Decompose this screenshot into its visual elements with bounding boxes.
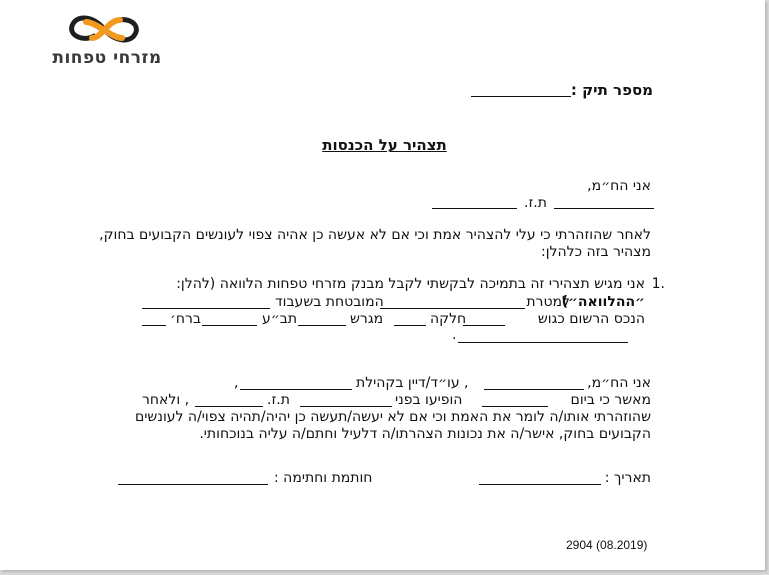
- date-label: תאריך :: [604, 470, 651, 486]
- loan-term: ״ההלוואה״): [561, 294, 645, 310]
- infinity-logo-icon: [62, 12, 146, 46]
- purpose-field[interactable]: [380, 308, 525, 309]
- declarant-id-field[interactable]: [432, 208, 517, 209]
- appeared-id-field[interactable]: [195, 406, 263, 407]
- lot-label: מגרש: [350, 311, 384, 327]
- stamp-signature-label: חותמת וחתימה :: [274, 470, 373, 486]
- form-code: 2904 (08.2019): [566, 538, 648, 552]
- file-number-label: מספר תיק :: [570, 81, 653, 99]
- logo-text: מזרחי טפחות: [52, 48, 162, 68]
- declarant-label: אני הח״מ,: [587, 178, 651, 194]
- street-label: ברח׳: [170, 311, 201, 327]
- file-number-field[interactable]: [471, 96, 571, 97]
- attestation-line-1a: אני הח״מ,: [587, 375, 651, 391]
- parcel-label: חלקה: [430, 311, 467, 327]
- id-label: ת.ז.: [524, 195, 547, 211]
- bank-logo: [32, 12, 182, 72]
- zoning-plan-field[interactable]: [202, 325, 257, 326]
- secured-label: המובטחת בשעבוד: [275, 294, 384, 310]
- date-appeared-field[interactable]: [482, 406, 548, 407]
- attestation-line-2d: , ולאחר: [142, 392, 190, 408]
- address-end: .: [452, 327, 457, 343]
- lien-field[interactable]: [142, 308, 270, 309]
- attestation-line-2a: מאשר כי ביום: [570, 392, 651, 408]
- address-field[interactable]: [458, 342, 628, 343]
- item-line-1: אני מגיש תצהירי זה בתמיכה לבקשתי לקבל מבנק מזרחי טפחות הלוואה (להלן:: [176, 276, 645, 292]
- parcel-field[interactable]: [394, 325, 426, 326]
- purpose-label: למטרת: [526, 294, 570, 310]
- block-field[interactable]: [463, 325, 505, 326]
- attestation-line-4: הקבועים בחוק, אישר/ה את נכונות הצהרתו/ה דלעיל וחתם/ה עליה בנוכחותי.: [199, 426, 651, 442]
- signature-date-field[interactable]: [479, 484, 601, 485]
- street-field[interactable]: [142, 325, 166, 326]
- attestation-line-1c: ,: [234, 375, 239, 391]
- stamp-signature-field[interactable]: [118, 484, 268, 485]
- parcel-block-label: הנכס הרשום כגוש: [537, 311, 645, 327]
- zoning-plan-label: תב״ע: [262, 311, 298, 327]
- attestation-line-3: שהוזהרתי אותו/ה לומר את האמת וכי אם לא יעשה/תעשה כן יהיה/תהיה צפוי/ה לעונשים: [135, 409, 651, 425]
- attestation-id-label: ת.ז.: [267, 392, 290, 408]
- lot-field[interactable]: [298, 325, 346, 326]
- declarant-name-field[interactable]: [554, 208, 654, 209]
- attestation-line-2b: הופיעו בפני: [395, 392, 463, 408]
- warning-line-2: מצהיר בזה כלהלן:: [541, 244, 651, 260]
- attestation-line-1b: , עו״ד/דיין בקהילת: [356, 375, 469, 391]
- warning-line-1: לאחר שהוזהרתי כי עלי להצהיר אמת וכי אם לא אעשה כן אהיה צפוי לעונשים הקבועים בחוק,: [99, 227, 651, 243]
- item-number: 1.: [651, 276, 665, 292]
- community-field[interactable]: [240, 389, 352, 390]
- document-title: תצהיר על הכנסות: [322, 136, 447, 154]
- lawyer-name-field[interactable]: [484, 389, 584, 390]
- appeared-name-field[interactable]: [300, 406, 392, 407]
